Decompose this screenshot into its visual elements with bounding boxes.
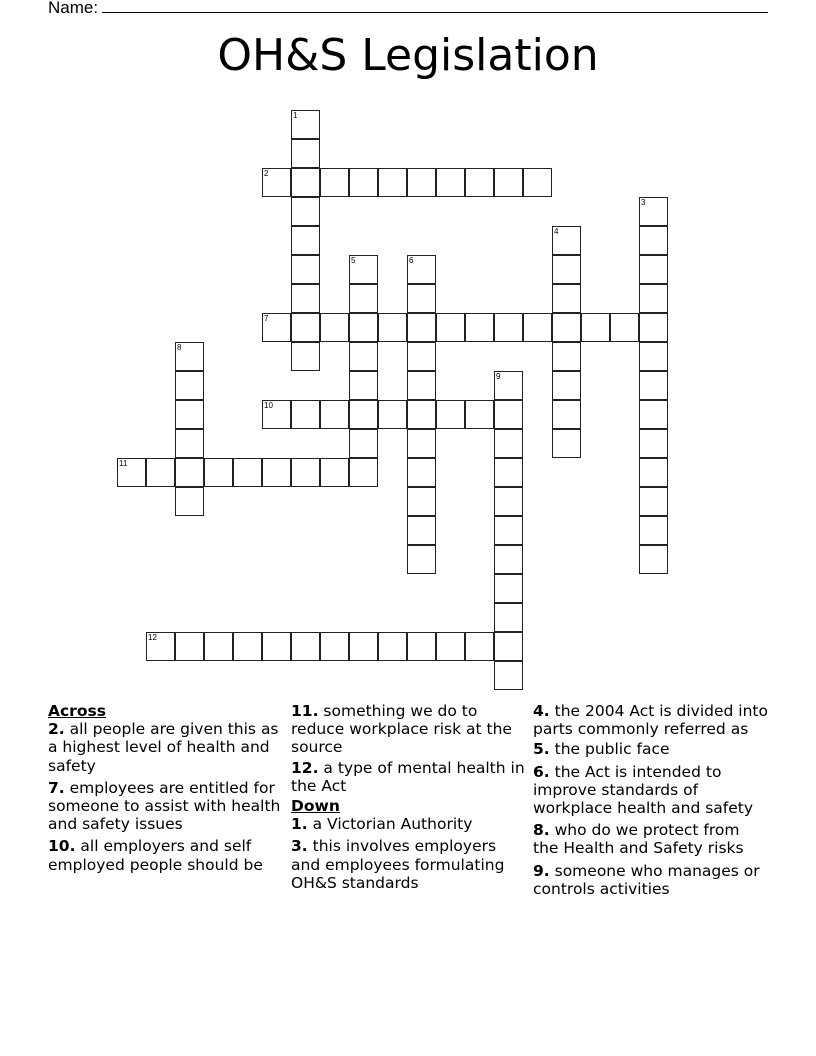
grid-cell[interactable] <box>262 168 291 197</box>
grid-cell[interactable] <box>552 284 581 313</box>
cell-number: 6 <box>409 256 414 265</box>
grid-cell[interactable] <box>291 400 320 429</box>
grid-cell[interactable] <box>349 400 378 429</box>
clue-text: employees are entitled for someone to assist with health and safety issues <box>48 778 281 834</box>
grid-cell[interactable] <box>407 545 436 574</box>
grid-cell[interactable] <box>465 168 494 197</box>
grid-cell[interactable] <box>378 168 407 197</box>
grid-cell[interactable] <box>494 371 523 400</box>
grid-cell[interactable] <box>378 313 407 342</box>
grid-cell[interactable] <box>320 458 349 487</box>
grid-cell[interactable] <box>262 632 291 661</box>
clue-number: 2. <box>48 720 65 739</box>
grid-cell[interactable] <box>407 458 436 487</box>
clue-text: this involves employers and employees formulating OH&S standards <box>291 837 505 892</box>
grid-cell[interactable] <box>175 429 204 458</box>
grid-cell[interactable] <box>407 429 436 458</box>
grid-cell[interactable] <box>639 313 668 342</box>
grid-cell[interactable] <box>639 371 668 400</box>
name-label: Name: <box>48 0 99 17</box>
grid-cell[interactable] <box>204 632 233 661</box>
grid-cell[interactable] <box>320 400 349 429</box>
clues-column-2 <box>291 702 527 896</box>
across-heading: Across <box>48 702 106 720</box>
grid-cell[interactable] <box>175 632 204 661</box>
grid-cell[interactable] <box>610 313 639 342</box>
clue-down-1 <box>291 815 527 833</box>
clue-across-11 <box>291 702 527 757</box>
clue-number: 9. <box>533 861 550 880</box>
clue-number: 10. <box>48 837 76 856</box>
grid-cell[interactable] <box>581 313 610 342</box>
grid-cell[interactable] <box>349 458 378 487</box>
grid-cell[interactable] <box>349 255 378 284</box>
grid-cell[interactable] <box>494 545 523 574</box>
grid-cell[interactable] <box>349 371 378 400</box>
clue-text: the 2004 Act is divided into parts commonly referred as <box>533 702 768 739</box>
down-heading: Down <box>291 797 340 816</box>
clue-across-7 <box>48 779 284 834</box>
clue-text: something we do to reduce workplace risk at the source <box>291 702 512 757</box>
grid-cell[interactable] <box>523 313 552 342</box>
grid-cell[interactable] <box>175 342 204 371</box>
grid-cell[interactable] <box>320 168 349 197</box>
grid-cell[interactable] <box>407 313 436 342</box>
grid-cell[interactable] <box>175 458 204 487</box>
grid-cell[interactable] <box>552 429 581 458</box>
cell-number: 11 <box>119 459 128 468</box>
grid-cell[interactable] <box>407 342 436 371</box>
grid-cell[interactable] <box>291 284 320 313</box>
grid-cell[interactable] <box>204 458 233 487</box>
clue-number: 4. <box>533 702 550 720</box>
clue-down-8 <box>533 821 769 857</box>
grid-cell[interactable] <box>175 371 204 400</box>
grid-cell[interactable] <box>639 458 668 487</box>
clue-number: 5. <box>533 740 550 759</box>
cell-number: 3 <box>641 198 646 207</box>
clues-column-1 <box>48 702 284 878</box>
cell-number: 9 <box>496 372 501 381</box>
grid-cell[interactable] <box>320 632 349 661</box>
grid-cell[interactable] <box>291 313 320 342</box>
grid-cell[interactable] <box>523 168 552 197</box>
grid-cell[interactable] <box>146 632 175 661</box>
grid-cell[interactable] <box>407 371 436 400</box>
grid-cell[interactable] <box>552 400 581 429</box>
grid-cell[interactable] <box>639 400 668 429</box>
clue-text: a Victorian Authority <box>312 815 473 834</box>
grid-cell[interactable] <box>436 632 465 661</box>
grid-cell[interactable] <box>117 458 146 487</box>
cell-number: 7 <box>264 314 269 323</box>
grid-cell[interactable] <box>552 371 581 400</box>
cell-number: 10 <box>264 401 273 410</box>
grid-cell[interactable] <box>262 458 291 487</box>
grid-cell[interactable] <box>291 197 320 226</box>
grid-cell[interactable] <box>639 545 668 574</box>
grid-cell[interactable] <box>349 429 378 458</box>
grid-cell[interactable] <box>175 400 204 429</box>
clue-text: all people are given this as a highest level of health and safety <box>48 720 279 775</box>
grid-cell[interactable] <box>494 429 523 458</box>
cell-number: 8 <box>177 343 182 352</box>
clue-number: 8. <box>533 821 550 840</box>
grid-cell[interactable] <box>291 168 320 197</box>
grid-cell[interactable] <box>175 487 204 516</box>
grid-cell[interactable] <box>494 632 523 661</box>
grid-cell[interactable] <box>494 516 523 545</box>
clue-down-5 <box>533 740 769 758</box>
grid-cell[interactable] <box>465 632 494 661</box>
clue-text: a type of mental health in the Act <box>291 758 525 795</box>
grid-cell[interactable] <box>291 255 320 284</box>
clue-text: who do we protect from the Health and Safety risks <box>533 821 744 858</box>
grid-cell[interactable] <box>233 632 262 661</box>
grid-cell[interactable] <box>407 400 436 429</box>
grid-cell[interactable] <box>436 400 465 429</box>
grid-cell[interactable] <box>494 313 523 342</box>
grid-cell[interactable] <box>291 632 320 661</box>
grid-cell[interactable] <box>291 110 320 139</box>
clue-down-9 <box>533 862 769 898</box>
grid-cell[interactable] <box>639 226 668 255</box>
cell-number: 2 <box>264 169 269 178</box>
cell-number: 5 <box>351 256 356 265</box>
grid-cell[interactable] <box>494 661 523 690</box>
clue-across-2 <box>48 720 284 775</box>
clue-down-4 <box>533 702 769 738</box>
cell-number: 1 <box>293 111 298 120</box>
grid-cell[interactable] <box>233 458 262 487</box>
clues-column-3 <box>533 702 769 902</box>
grid-cell[interactable] <box>465 313 494 342</box>
clue-number: 3. <box>291 837 308 856</box>
grid-cell[interactable] <box>407 168 436 197</box>
clue-number: 7. <box>48 778 65 797</box>
grid-cell[interactable] <box>639 255 668 284</box>
page-title: OH&S Legislation <box>217 30 599 81</box>
clue-text: the public face <box>554 740 670 759</box>
grid-cell[interactable] <box>639 197 668 226</box>
grid-cell[interactable] <box>639 342 668 371</box>
clue-across-12 <box>291 759 527 795</box>
grid-cell[interactable] <box>494 168 523 197</box>
grid-cell[interactable] <box>465 400 494 429</box>
grid-cell[interactable] <box>552 342 581 371</box>
grid-cell[interactable] <box>552 226 581 255</box>
grid-cell[interactable] <box>349 313 378 342</box>
grid-cell[interactable] <box>291 139 320 168</box>
grid-cell[interactable] <box>436 168 465 197</box>
clue-text: the Act is intended to improve standards of workplace health and safety <box>533 762 754 818</box>
clue-down-3 <box>291 837 527 892</box>
grid-cell[interactable] <box>291 226 320 255</box>
grid-cell[interactable] <box>407 516 436 545</box>
grid-cell[interactable] <box>378 400 407 429</box>
grid-cell[interactable] <box>494 487 523 516</box>
grid-cell[interactable] <box>146 458 175 487</box>
clue-text: someone who manages or controls activities <box>533 861 760 898</box>
grid-cell[interactable] <box>407 255 436 284</box>
grid-cell[interactable] <box>349 168 378 197</box>
grid-cell[interactable] <box>552 255 581 284</box>
clue-down-6 <box>533 763 769 818</box>
grid-cell[interactable] <box>349 632 378 661</box>
cell-number: 12 <box>148 633 157 642</box>
grid-cell[interactable] <box>407 284 436 313</box>
grid-cell[interactable] <box>320 313 349 342</box>
grid-cell[interactable] <box>349 342 378 371</box>
grid-cell[interactable] <box>378 632 407 661</box>
clue-text: all employers and self employed people should be <box>48 837 263 874</box>
cell-number: 4 <box>554 227 559 236</box>
grid-cell[interactable] <box>262 313 291 342</box>
grid-cell[interactable] <box>552 313 581 342</box>
grid-cell[interactable] <box>291 458 320 487</box>
grid-cell[interactable] <box>262 400 291 429</box>
grid-cell[interactable] <box>639 284 668 313</box>
grid-cell[interactable] <box>407 632 436 661</box>
clue-number: 11. <box>291 702 319 720</box>
grid-cell[interactable] <box>494 574 523 603</box>
grid-cell[interactable] <box>639 487 668 516</box>
grid-cell[interactable] <box>494 603 523 632</box>
clue-across-10 <box>48 837 284 873</box>
grid-cell[interactable] <box>436 313 465 342</box>
clue-number: 12. <box>291 758 319 777</box>
grid-cell[interactable] <box>407 487 436 516</box>
grid-cell[interactable] <box>639 429 668 458</box>
grid-cell[interactable] <box>349 284 378 313</box>
grid-cell[interactable] <box>639 516 668 545</box>
clue-number: 1. <box>291 815 308 834</box>
grid-cell[interactable] <box>494 458 523 487</box>
grid-cell[interactable] <box>494 400 523 429</box>
grid-cell[interactable] <box>291 342 320 371</box>
clue-number: 6. <box>533 762 550 781</box>
